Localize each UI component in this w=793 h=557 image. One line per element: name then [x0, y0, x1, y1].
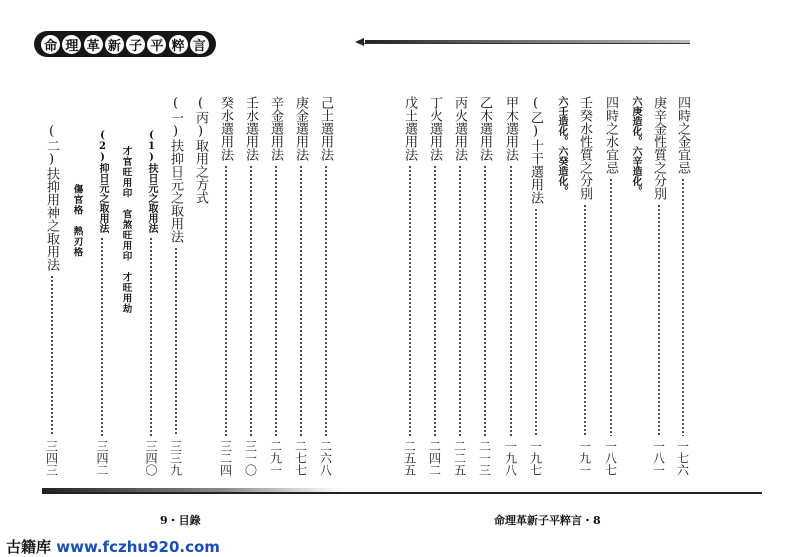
banner-char: 子 — [126, 35, 145, 54]
toc-entry-page: 一八七 — [603, 440, 618, 476]
toc-subentry-detail — [72, 184, 82, 262]
toc-entry[interactable] — [45, 124, 58, 476]
toc-entry-page: 二一三 — [477, 440, 492, 476]
toc-entry-title: (乙)十干選用法 — [528, 96, 543, 204]
toc-entry-title: 甲木選用法 — [503, 96, 518, 161]
toc-entry-title: 四時之水宜忌 — [603, 96, 618, 174]
toc-entry-title: 乙木選用法 — [477, 96, 492, 161]
toc-entry[interactable] — [453, 96, 466, 476]
toc-entry[interactable] — [169, 96, 182, 476]
toc-entry[interactable] — [478, 96, 491, 476]
watermark-url: www.fczhu920.com — [56, 538, 220, 556]
toc-entry-title: 辛金選用法 — [268, 96, 283, 161]
toc-entry[interactable] — [504, 96, 517, 476]
banner-char: 言 — [190, 35, 209, 54]
footer-rule — [42, 492, 762, 494]
toc-entry-page: 三四二 — [95, 440, 109, 476]
leader-dots — [610, 178, 612, 436]
toc-entry-title: (二)扶抑用神之取用法 — [44, 124, 59, 271]
leader-dots — [250, 165, 252, 436]
toc-entry[interactable] — [428, 96, 441, 476]
toc-subentry-detail-text: 傷官格 熱刃格 — [71, 184, 83, 258]
toc-subentry — [556, 96, 566, 200]
leader-dots — [300, 165, 302, 436]
banner-char: 理 — [62, 35, 81, 54]
toc-entry-page: 一九八 — [503, 440, 518, 476]
toc-section-heading[interactable] — [194, 96, 207, 208]
toc-entry[interactable] — [676, 96, 689, 476]
toc-entry-title: 壬水選用法 — [243, 96, 258, 161]
toc-entry-title: 壬癸水性質之分別 — [577, 96, 592, 200]
leader-dots — [409, 165, 411, 436]
toc-entry-page: 一九一 — [577, 440, 592, 476]
toc-entry-page: 二四二 — [427, 440, 442, 476]
toc-entry-title: 己土選用法 — [318, 96, 333, 161]
toc-entry-page: 三三九 — [168, 440, 183, 476]
toc-subentry-text: 六壬造化。六癸造化。 — [556, 96, 567, 196]
leader-dots — [434, 165, 436, 436]
leader-dots — [175, 247, 177, 436]
banner-char: 革 — [84, 35, 103, 54]
toc-entry-page: 二二五 — [452, 440, 467, 476]
banner-char: 命 — [41, 35, 60, 54]
toc-entry[interactable] — [529, 96, 542, 476]
leader-dots — [51, 275, 53, 436]
toc-subentry-text: 六庚造化。六辛造化。 — [630, 96, 641, 196]
banner-char: 粹 — [169, 35, 188, 54]
toc-entry-page: 一九七 — [528, 440, 543, 476]
toc-entry-page: 三四三 — [44, 440, 59, 476]
leader-dots — [275, 165, 277, 436]
toc-entry[interactable] — [269, 96, 282, 476]
toc-entry[interactable] — [652, 96, 665, 476]
toc-entry-title: 四時之金宜忌 — [675, 96, 690, 174]
watermark-site-name: 古籍库 — [6, 538, 52, 556]
banner-char: 平 — [147, 35, 166, 54]
toc-entry-page: 二九一 — [268, 440, 283, 476]
leader-dots — [484, 165, 486, 436]
toc-subentry-title: (2)抑日元之取用法 — [97, 130, 108, 233]
toc-entry-page: 一八一 — [651, 440, 666, 476]
leader-dots — [535, 208, 537, 436]
toc-subentry[interactable] — [145, 130, 157, 476]
toc-entry-title: 丁火選用法 — [427, 96, 442, 161]
toc-subentry[interactable] — [96, 130, 108, 476]
toc-entry-title: 庚金選用法 — [293, 96, 308, 161]
leader-dots — [584, 204, 586, 436]
toc-section-title: (丙)取用之方式 — [193, 96, 208, 204]
footer-right-page-label: 命理革新子平粹言・8 — [494, 514, 601, 527]
toc-entry-page: 二七七 — [293, 440, 308, 476]
toc-entry[interactable] — [294, 96, 307, 476]
toc-entry[interactable] — [403, 96, 416, 476]
toc-entry[interactable] — [578, 96, 591, 476]
banner-char: 新 — [105, 35, 124, 54]
toc-entry-title: 癸水選用法 — [218, 96, 233, 161]
toc-entry-title: 戊土選用法 — [402, 96, 417, 161]
toc-subentry-detail-text: 才官旺用印 官煞旺用印 才旺用劫 — [120, 146, 132, 314]
site-watermark — [6, 536, 220, 557]
toc-entry[interactable] — [219, 96, 232, 476]
toc-entry[interactable] — [319, 96, 332, 476]
header-arrow-icon — [355, 38, 364, 46]
leader-dots — [225, 165, 227, 436]
leader-dots — [101, 237, 103, 436]
header-rule-thin — [360, 43, 690, 44]
toc-subentry-title: (1)扶日元之取用法 — [146, 130, 157, 233]
leader-dots — [510, 165, 512, 436]
leader-dots — [682, 178, 684, 436]
leader-dots — [150, 237, 152, 436]
book-title-banner — [34, 31, 216, 57]
leader-dots — [325, 165, 327, 436]
leader-dots — [459, 165, 461, 436]
toc-entry-page: 二五五 — [402, 440, 417, 476]
toc-entry-title: (一)扶抑日元之取用法 — [168, 96, 183, 243]
toc-entry-title: 庚辛金性質之分別 — [651, 96, 666, 200]
toc-entry-page: 二六八 — [318, 440, 333, 476]
toc-entry-page: 三一〇 — [243, 440, 258, 476]
toc-entry[interactable] — [604, 96, 617, 476]
toc-subentry — [630, 96, 640, 200]
footer-left-page-label: 9・目錄 — [160, 514, 201, 527]
toc-entry-page: 一七六 — [675, 440, 690, 476]
leader-dots — [658, 204, 660, 436]
toc-entry-title: 丙火選用法 — [452, 96, 467, 161]
toc-entry-page: 三二四 — [218, 440, 233, 476]
toc-subentry-detail — [121, 146, 131, 318]
toc-entry[interactable] — [244, 96, 257, 476]
toc-entry-page: 三四〇 — [144, 440, 158, 476]
